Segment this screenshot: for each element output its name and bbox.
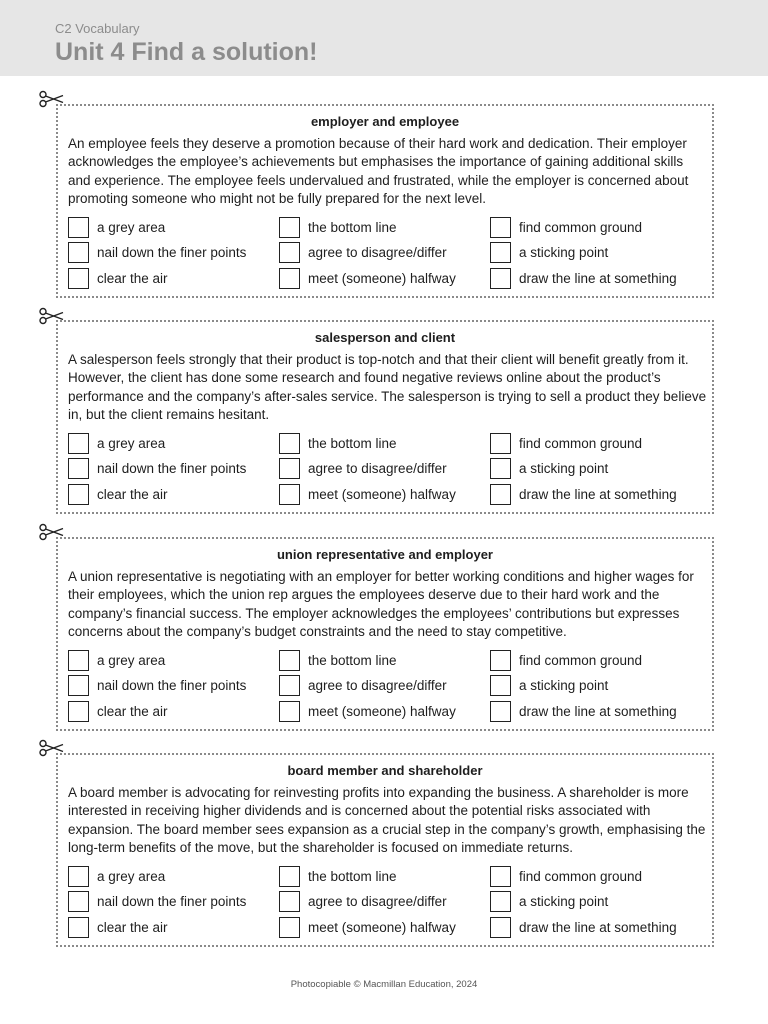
option-checkbox[interactable] [279, 484, 300, 505]
option-item[interactable] [68, 241, 246, 264]
option-label: a grey area [97, 436, 166, 451]
option-item[interactable] [68, 267, 168, 290]
footer-copyright: Photocopiable © Macmillan Education, 2024 [290, 979, 478, 990]
option-item[interactable] [68, 916, 168, 939]
option-checkbox[interactable] [68, 675, 89, 696]
option-checkbox[interactable] [68, 433, 89, 454]
option-checkbox[interactable] [490, 242, 511, 263]
option-item[interactable] [279, 267, 456, 290]
option-checkbox[interactable] [68, 891, 89, 912]
scenario-card-union-rep-employer [56, 537, 714, 731]
option-label: a sticking point [519, 461, 609, 476]
option-label: a grey area [97, 653, 166, 668]
option-label: a grey area [97, 869, 166, 884]
option-item[interactable] [279, 483, 456, 506]
option-label: draw the line at something [519, 271, 677, 286]
option-label: meet (someone) halfway [308, 487, 456, 502]
option-item[interactable] [490, 890, 608, 913]
option-label: the bottom line [308, 869, 397, 884]
option-label: meet (someone) halfway [308, 920, 456, 935]
option-label: agree to disagree/differ [308, 894, 447, 909]
option-label: nail down the finer points [97, 245, 247, 260]
option-item[interactable] [279, 216, 397, 239]
option-label: meet (someone) halfway [308, 704, 456, 719]
option-item[interactable] [68, 457, 246, 480]
option-checkbox[interactable] [68, 701, 89, 722]
option-checkbox[interactable] [490, 917, 511, 938]
option-item[interactable] [279, 457, 447, 480]
option-checkbox[interactable] [279, 242, 300, 263]
option-checkbox[interactable] [279, 433, 300, 454]
scenario-description: A union representative is negotiating with an employer for better working conditions and higher wages for their employees, which the union rep argues the employees deserve due to their hard work and the company’s financial success. The employer acknowledges the employees’ contributions but expresses concerns about the company’s budget constraints and the need to stay competitive. [68, 569, 694, 639]
option-checkbox[interactable] [490, 268, 511, 289]
option-item[interactable] [490, 457, 608, 480]
option-checkbox[interactable] [279, 675, 300, 696]
option-label: clear the air [97, 487, 168, 502]
scenario-description: A salesperson feels strongly that their product is top-notch and that their client will benefit greatly from it. However, the client has done some research and found negative reviews online about the product’s performance and the company’s after-sales service. The salesperson is trying to sell a product they believe in, but the client remains hesitant. [68, 352, 707, 422]
option-item[interactable] [68, 890, 246, 913]
option-checkbox[interactable] [279, 701, 300, 722]
option-item[interactable] [279, 700, 456, 723]
option-item[interactable] [490, 865, 642, 888]
option-checkbox[interactable] [279, 866, 300, 887]
option-item[interactable] [68, 700, 168, 723]
option-label: clear the air [97, 704, 168, 719]
option-checkbox[interactable] [68, 866, 89, 887]
option-checkbox[interactable] [68, 917, 89, 938]
option-item[interactable] [68, 216, 165, 239]
option-item[interactable] [68, 865, 165, 888]
option-label: find common ground [519, 436, 643, 451]
option-item[interactable] [490, 483, 677, 506]
page-title: Unit 4 Find a solution! [55, 38, 318, 66]
option-label: draw the line at something [519, 704, 677, 719]
scenario-card-salesperson-client [56, 320, 714, 514]
option-item[interactable] [490, 649, 642, 672]
option-checkbox[interactable] [490, 891, 511, 912]
option-label: the bottom line [308, 436, 397, 451]
option-label: find common ground [519, 653, 643, 668]
option-label: nail down the finer points [97, 678, 247, 693]
scenario-card-employer-employee [56, 104, 714, 298]
option-item[interactable] [490, 674, 608, 697]
option-checkbox[interactable] [490, 458, 511, 479]
option-item[interactable] [279, 674, 447, 697]
option-label: draw the line at something [519, 487, 677, 502]
option-checkbox[interactable] [279, 917, 300, 938]
option-item[interactable] [279, 890, 447, 913]
option-item[interactable] [279, 865, 397, 888]
option-item[interactable] [68, 483, 168, 506]
scenario-description: A board member is advocating for reinvesting profits into expanding the business. A shareholder is more interested in receiving higher dividends and is concerned about the potential risks associated with expansion. The board member sees expansion as a crucial step in the company’s growth, emphasising the long-term benefits of the move, but the shareholder is focused on immediate returns. [68, 785, 706, 855]
option-checkbox[interactable] [68, 458, 89, 479]
option-checkbox[interactable] [490, 866, 511, 887]
scenario-title: employer and employee [310, 114, 460, 129]
option-label: agree to disagree/differ [308, 245, 447, 260]
option-checkbox[interactable] [490, 675, 511, 696]
option-checkbox[interactable] [490, 650, 511, 671]
option-checkbox[interactable] [490, 433, 511, 454]
option-item[interactable] [279, 649, 397, 672]
option-checkbox[interactable] [68, 242, 89, 263]
option-item[interactable] [68, 649, 165, 672]
option-label: clear the air [97, 271, 168, 286]
option-checkbox[interactable] [68, 268, 89, 289]
option-label: the bottom line [308, 220, 397, 235]
option-item[interactable] [490, 241, 608, 264]
option-label: agree to disagree/differ [308, 461, 447, 476]
option-label: a grey area [97, 220, 166, 235]
option-item[interactable] [279, 432, 397, 455]
scenario-description: An employee feels they deserve a promotion because of their hard work and dedication. Their employer acknowledges the employee’s achievements but emphasises the importance of gaining additional skills and experience. The employee feels undervalued and frustrated, while the employer is concerned about promoting someone who might not be fully prepared for the next level. [68, 136, 689, 206]
option-label: nail down the finer points [97, 894, 247, 909]
option-label: draw the line at something [519, 920, 677, 935]
page-header [0, 0, 768, 76]
option-label: a sticking point [519, 245, 609, 260]
option-checkbox[interactable] [490, 484, 511, 505]
option-label: a sticking point [519, 678, 609, 693]
scenario-title: board member and shareholder [287, 763, 483, 778]
option-label: meet (someone) halfway [308, 271, 456, 286]
option-label: agree to disagree/differ [308, 678, 447, 693]
option-checkbox[interactable] [279, 650, 300, 671]
option-checkbox[interactable] [279, 458, 300, 479]
option-checkbox[interactable] [68, 484, 89, 505]
scenario-title: salesperson and client [314, 330, 456, 345]
option-item[interactable] [490, 700, 677, 723]
scenario-title: union representative and employer [276, 547, 493, 562]
option-label: find common ground [519, 869, 643, 884]
option-label: a sticking point [519, 894, 609, 909]
option-checkbox[interactable] [279, 891, 300, 912]
option-checkbox[interactable] [68, 217, 89, 238]
option-item[interactable] [68, 674, 246, 697]
course-label: C2 Vocabulary [55, 21, 140, 36]
option-item[interactable] [490, 267, 677, 290]
option-label: find common ground [519, 220, 643, 235]
option-checkbox[interactable] [68, 650, 89, 671]
scenario-card-board-member-shareholder [56, 753, 714, 947]
option-item[interactable] [490, 916, 677, 939]
option-label: clear the air [97, 920, 168, 935]
option-item[interactable] [279, 916, 456, 939]
option-item[interactable] [490, 216, 642, 239]
option-checkbox[interactable] [279, 217, 300, 238]
option-item[interactable] [490, 432, 642, 455]
option-item[interactable] [279, 241, 447, 264]
option-checkbox[interactable] [490, 217, 511, 238]
option-checkbox[interactable] [279, 268, 300, 289]
option-item[interactable] [68, 432, 165, 455]
option-label: the bottom line [308, 653, 397, 668]
option-label: nail down the finer points [97, 461, 247, 476]
option-checkbox[interactable] [490, 701, 511, 722]
